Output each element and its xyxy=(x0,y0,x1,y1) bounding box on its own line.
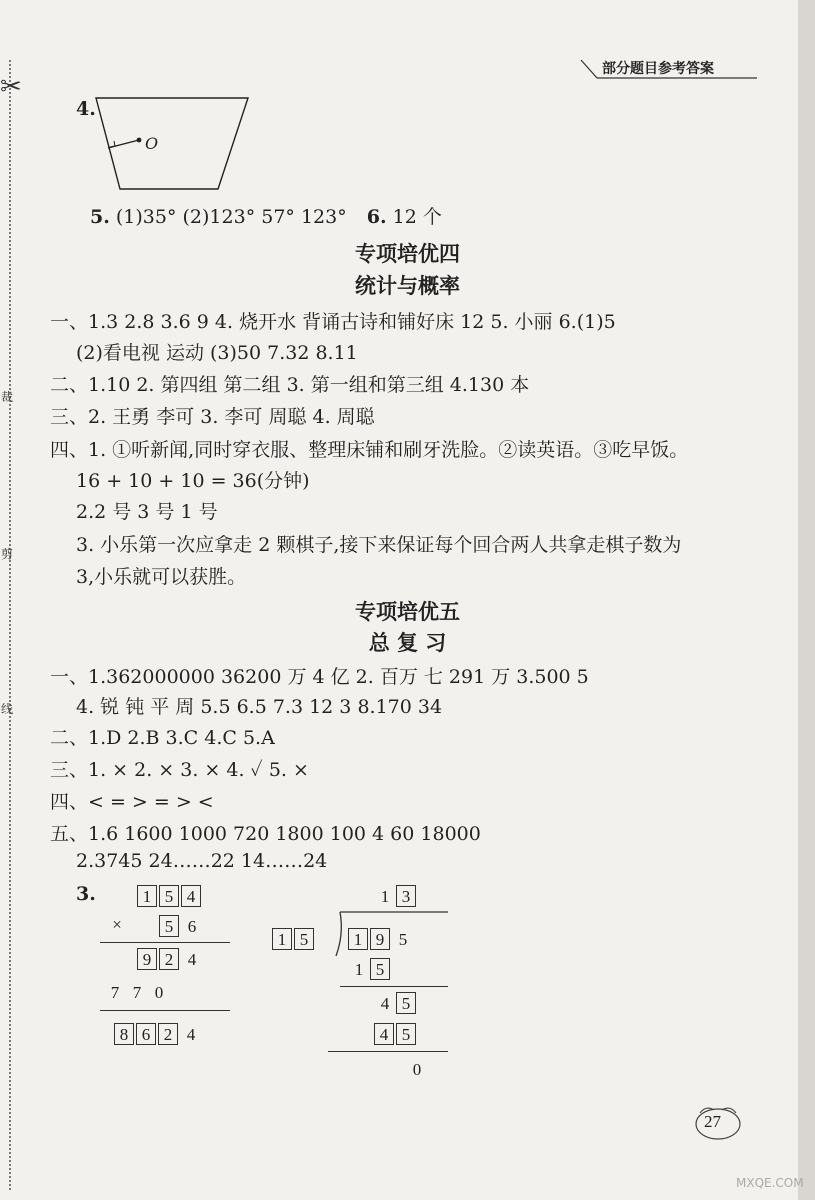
digit-box: 3 xyxy=(396,885,416,907)
digit: 7 xyxy=(132,983,142,1002)
trapezoid-figure xyxy=(92,92,262,197)
digit-box: 2 xyxy=(158,1023,178,1045)
digit-box: 1 xyxy=(137,885,157,907)
remainder-digit: 0 xyxy=(412,1060,422,1079)
question-number: 4. xyxy=(76,98,96,120)
answer-line: 一、1.362000000 36200 万 4 亿 2. 百万 七 291 万 3.500 5 xyxy=(50,666,589,688)
digit: 0 xyxy=(154,983,164,1002)
answer-line: 二、1.10 2. 第四组 第二组 3. 第一组和第三组 4.130 本 xyxy=(50,374,530,396)
answer-line: 2.3745 24……22 14……24 xyxy=(76,850,328,872)
answer-text: (1)35° (2)123° 57° 123° xyxy=(115,206,347,228)
calc-rule xyxy=(328,1051,448,1052)
margin-cut-label: 剪 xyxy=(1,547,14,561)
digit-box: 1 xyxy=(272,928,292,950)
calc-rule xyxy=(100,1010,230,1011)
digit-box: 5 xyxy=(396,1023,416,1045)
question-number: 5. xyxy=(90,206,110,228)
digit-box: 5 xyxy=(159,885,179,907)
watermark: MXQE.COM xyxy=(736,1176,804,1190)
quotient-digit: 1 xyxy=(380,887,390,906)
answer-line: 3. 小乐第一次应拿走 2 颗棋子,接下来保证每个回合两人共拿走棋子数为 xyxy=(76,534,682,556)
digit-box: 2 xyxy=(159,948,179,970)
section-title: 专项培优五 xyxy=(355,600,460,624)
answer-line: 三、2. 王勇 李可 3. 李可 周聪 4. 周聪 xyxy=(50,406,375,428)
header-title: 部分题目参考答案 xyxy=(602,61,714,77)
answer-text: 12 个 xyxy=(392,206,442,228)
digit: 1 xyxy=(354,960,364,979)
digit: 7 xyxy=(110,983,120,1002)
digit-box: 9 xyxy=(370,928,390,950)
section-subtitle: 统计与概率 xyxy=(355,274,460,298)
answer-line: 三、1. × 2. × 3. × 4. ✓ 5. × xyxy=(50,759,309,781)
section-title: 专项培优四 xyxy=(355,242,460,266)
calc-rule xyxy=(340,986,448,987)
answer-line: 五、1.6 1600 1000 720 1800 100 4 60 18000 xyxy=(50,823,481,845)
digit-box: 6 xyxy=(136,1023,156,1045)
digit: 4 xyxy=(380,994,390,1013)
digit: 5 xyxy=(398,930,408,949)
section-subtitle: 总 复 习 xyxy=(368,631,447,655)
answer-line: 4. 锐 钝 平 周 5.5 6.5 7.3 12 3 8.170 34 xyxy=(76,696,443,718)
digit: 4 xyxy=(186,1025,196,1044)
answer-line: 四、< = > = > < xyxy=(50,791,214,813)
page-number: 27 xyxy=(704,1112,721,1131)
digit-box: 5 xyxy=(294,928,314,950)
digit-box: 5 xyxy=(159,915,179,937)
center-point-label: O xyxy=(145,134,159,153)
multiply-sign: × xyxy=(112,915,122,934)
answer-line xyxy=(90,202,442,229)
question-number: 6. xyxy=(366,206,387,228)
answer-line: 一、1.3 2.8 3.6 9 4. 烧开水 背诵古诗和铺好床 12 5. 小丽 6.(1)5 xyxy=(50,311,616,333)
digit-box: 4 xyxy=(374,1023,394,1045)
digit-box: 4 xyxy=(181,885,201,907)
digit-box: 5 xyxy=(370,958,390,980)
digit-box: 5 xyxy=(396,992,416,1014)
digit: 6 xyxy=(187,917,197,936)
answer-line: 2.2 号 3 号 1 号 xyxy=(76,501,218,523)
answer-line: 四、1. ①听新闻,同时穿衣服、整理床铺和刷牙洗脸。②读英语。③吃早饭。 xyxy=(50,439,689,461)
digit-box: 1 xyxy=(348,928,368,950)
calc-rule xyxy=(100,942,230,943)
margin-cut-label: 裁 xyxy=(1,390,14,404)
answer-line: 二、1.D 2.B 3.C 4.C 5.A xyxy=(50,727,275,749)
margin-line-label: 线 xyxy=(1,702,14,716)
answer-line: (2)看电视 运动 (3)50 7.32 8.11 xyxy=(76,342,358,364)
digit: 4 xyxy=(187,950,197,969)
answer-line: 3,小乐就可以获胜。 xyxy=(76,566,247,588)
digit-box: 8 xyxy=(114,1023,134,1045)
question-number: 3. xyxy=(76,883,96,905)
scissors-icon: ✂ xyxy=(0,72,22,102)
answer-line: 16 + 10 + 10 = 36(分钟) xyxy=(76,470,310,492)
digit-box: 9 xyxy=(137,948,157,970)
